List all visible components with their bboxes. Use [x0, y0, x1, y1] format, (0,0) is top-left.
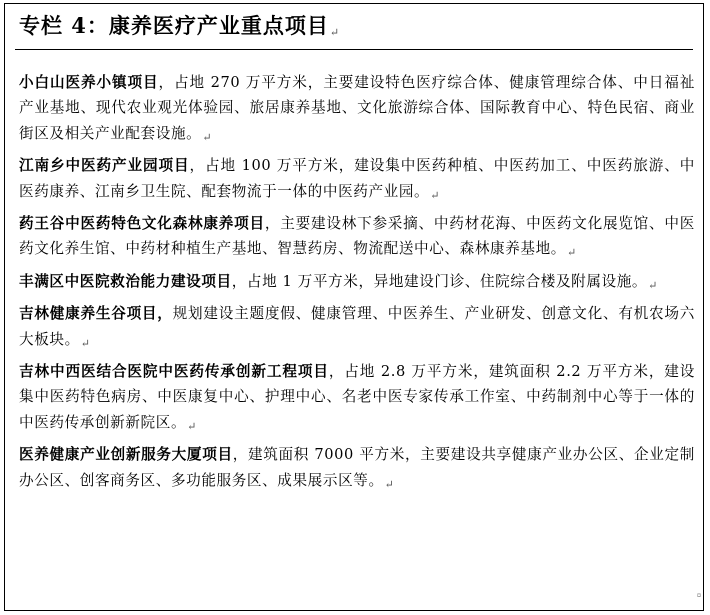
project-name: 江南乡中医药产业园项目	[19, 157, 190, 175]
project-item	[19, 442, 695, 497]
paragraph-mark: ↵	[329, 26, 341, 39]
project-description: ，建筑面积 7000 平方米，主要建设共享健康产业办公区、企业定制办公区、创客商务区、多功能服务区、成果展示区等。	[19, 446, 695, 489]
paragraph-mark: ↵	[384, 477, 395, 491]
project-item	[19, 301, 695, 356]
project-item	[19, 359, 695, 439]
paragraph-mark: ↵	[80, 336, 91, 350]
project-description: ，占地 270 万平方米，主要建设特色医疗综合体、健康管理综合体、中日福祉产业基地、现代农业观光体验园、旅居康养基地、文化旅游综合体、国际教育中心、特色民宿、商业街区及相关产业配套设施。	[19, 74, 695, 142]
paragraph-mark: ↵	[430, 188, 441, 202]
project-description: ，占地 100 万平方米，建设集中医药种植、中医药加工、中医药旅游、中医药康养、江南乡卫生院、配套物流于一体的中医药产业园。	[19, 157, 695, 200]
project-description: ，占地 2.8 万平方米，建筑面积 2.2 万平方米，建设集中医药特色病房、中医康复中心、护理中心、名老中医专家传承工作室、中药制剂中心等于一体的中医药传承创新新院区。	[19, 363, 695, 431]
project-item	[19, 211, 695, 266]
project-description: ，占地 1 万平方米，异地建设门诊、住院综合楼及附属设施。	[231, 272, 648, 290]
paragraph-mark: ↵	[648, 278, 658, 292]
project-description: 规划建设主题度假、健康管理、中医养生、产业研发、创意文化、有机农场六大板块。	[19, 305, 695, 348]
paragraph-mark: ↵	[202, 130, 213, 144]
project-item	[19, 153, 695, 208]
title-divider	[15, 49, 693, 50]
section-title-text: 专栏 4：康养医疗产业重点项目	[19, 13, 329, 38]
project-name: 吉林中西医结合医院中医药传承创新工程项目	[19, 363, 329, 381]
project-description: ，主要建设林下参采摘、中药材花海、中医药文化展览馆、中医药文化养生馆、中药材种植生产基地、智慧药房、物流配送中心、森林康养基地。	[19, 215, 695, 258]
section-title	[19, 10, 340, 40]
project-list	[19, 70, 695, 500]
feature-box	[4, 3, 704, 611]
project-name: 医养健康产业创新服务大厦项目	[19, 446, 233, 464]
project-name: 丰满区中医院救治能力建设项目	[19, 272, 232, 290]
project-item	[19, 269, 695, 298]
project-item	[19, 70, 695, 150]
paragraph-mark: ↵	[566, 246, 577, 260]
cell-end-mark: ¤	[697, 591, 701, 600]
project-name: 吉林健康养生谷项目，	[19, 305, 173, 323]
project-name: 小白山医养小镇项目	[19, 74, 159, 91]
paragraph-mark: ↵	[187, 419, 197, 433]
project-name: 药王谷中医药特色文化森林康养项目	[19, 215, 265, 233]
